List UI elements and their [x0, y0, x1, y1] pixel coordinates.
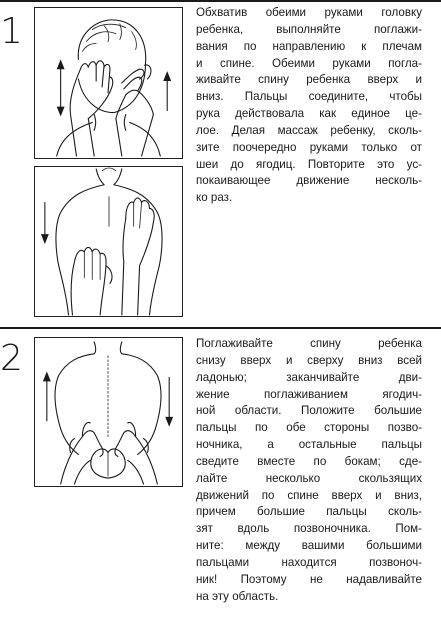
step-1-number: 1	[0, 11, 23, 52]
section-divider	[0, 327, 441, 329]
step-1-line: ко раз.	[196, 191, 233, 205]
step-2-line: ладонью; заканчивайте дви-	[196, 370, 422, 384]
step-2-line: на эту область.	[196, 589, 279, 603]
step-2-line: ной области. Положите большие	[196, 404, 422, 418]
step-1-line: вания по направлению к плечам	[196, 39, 422, 53]
step-2-line: ните: между вашими большими	[196, 539, 422, 553]
step-1-line: рука действовала как единое це-	[196, 107, 422, 121]
step-1-text	[196, 5, 422, 207]
step-2-line: движений по спине вверх и вниз,	[196, 488, 422, 502]
step-2-text	[196, 336, 422, 606]
back-stroke-drawing	[35, 167, 182, 316]
step-2-line: жение поглаживанием ягодич-	[196, 387, 422, 401]
step-2-line: снизу вверх и сверху вниз всей	[196, 353, 422, 367]
step-2-illustration-back	[34, 337, 183, 487]
step-1-line: покаивающее движение несколь-	[196, 174, 422, 188]
step-2-line: пальцами находится позвоноч-	[196, 555, 422, 569]
step-1-line: ребенка, выполняйте поглажи-	[196, 22, 422, 36]
head-stroke-drawing	[35, 8, 182, 158]
step-2-line: сведите вместе по бокам; сде-	[196, 454, 422, 468]
step-2-line: причем большие пальцы сколь-	[196, 505, 422, 519]
step-2-line: Поглаживайте спину ребенка	[196, 337, 422, 350]
step-2-line: лайте несколько скользящих	[196, 471, 422, 485]
back-thumbs-stroke-drawing	[35, 338, 182, 486]
step-1-illustration-head	[34, 7, 183, 159]
step-1-illustration-back	[34, 166, 183, 317]
step-1-line: лое. Делая массаж ребенку, сколь-	[196, 123, 422, 137]
step-2-number: 2	[0, 338, 23, 379]
step-2-line: зят вдоль позвоночника. Пом-	[196, 522, 422, 536]
step-2-line: пальцы по обе стороны позво-	[196, 421, 422, 435]
step-1-line: вниз. Пальцы соедините, чтобы	[196, 90, 422, 104]
step-1-line: Обхватив обеими руками головку	[196, 6, 422, 19]
step-1-line: и спине. Обеими руками погла-	[196, 56, 422, 70]
step-2-line: ночника, а остальные пальцы	[196, 438, 422, 452]
top-divider	[0, 0, 441, 2]
step-1-line: шеи до ягодиц. Повторите это ус-	[196, 157, 422, 171]
step-1-line: зите поочередно руками только от	[196, 140, 422, 154]
step-1-line: живайте спину ребенка вверх и	[196, 73, 422, 87]
step-2-line: ник! Поэтому не надавливайте	[196, 572, 422, 586]
